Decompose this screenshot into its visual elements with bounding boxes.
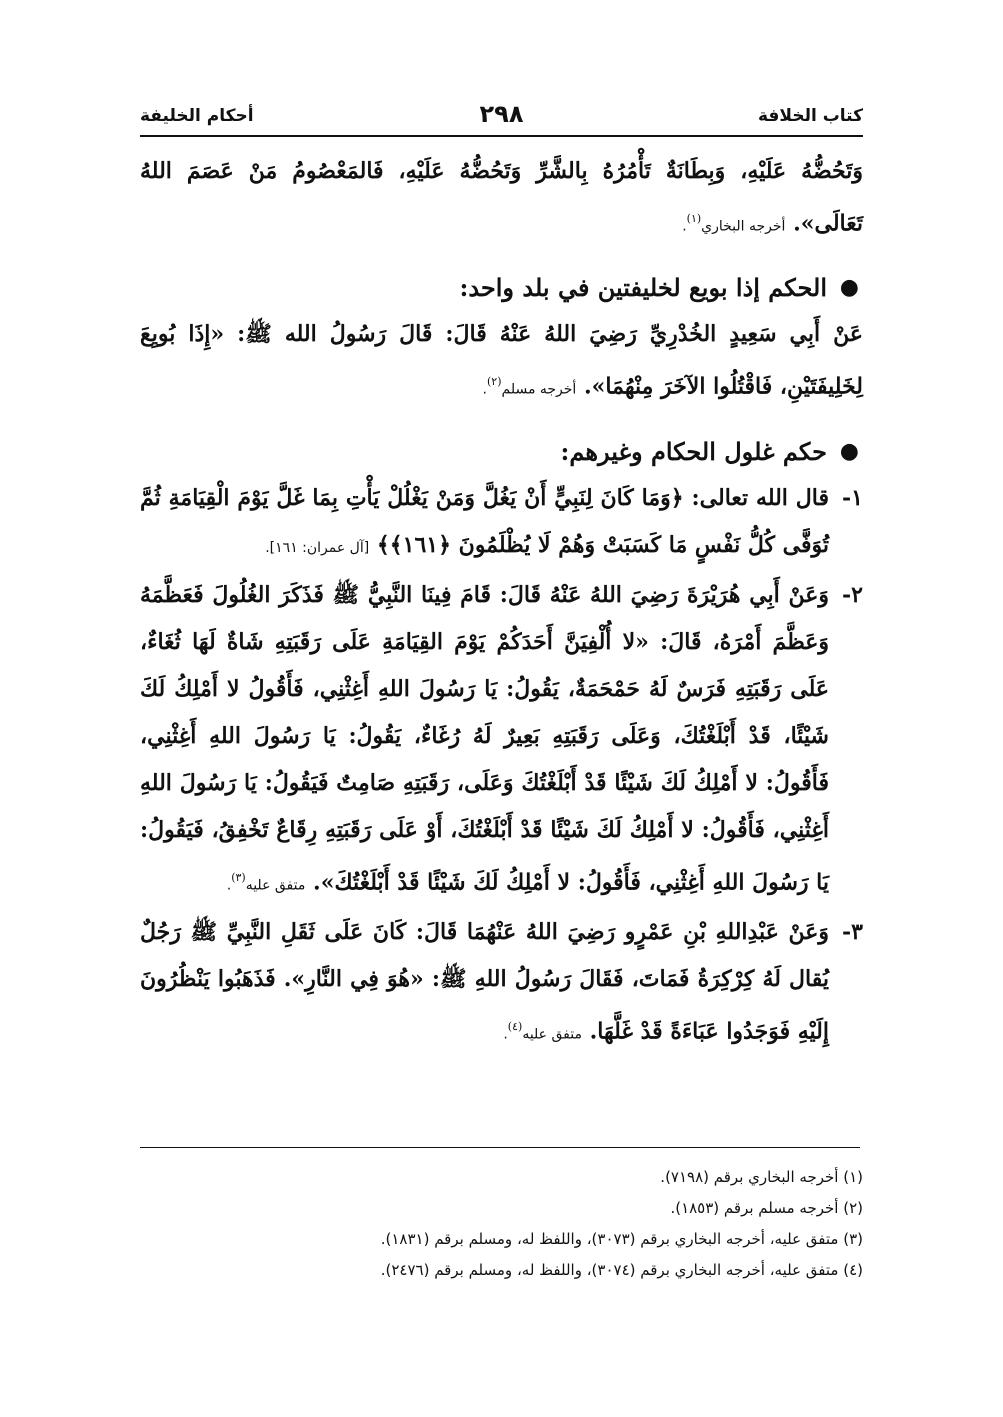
hadith-text: عَنْ أَبِي سَعِيدٍ الخُدْرِيِّ رَضِيَ اللهُ عَنْهُ قَالَ: قَالَ رَسُولُ الله ﷺ: «إِذَا بُويِعَ لِخَلِيفَتَيْنِ، فَاقْتُلُوا الآخَرَ مِنْهُمَا».	[140, 321, 863, 400]
bullet-icon: ●	[839, 437, 859, 464]
source-note: متفق عليه	[522, 1026, 582, 1043]
source-note: أخرجه البخاري	[701, 218, 786, 235]
bullet-icon: ●	[839, 274, 859, 301]
item-number: ١-	[842, 484, 863, 511]
page-header	[140, 100, 863, 134]
main-text	[140, 148, 863, 1058]
heading-text: الحكم إذا بويع لخليفتين في بلد واحد:	[459, 273, 827, 303]
item-text: وَعَنْ عَبْدِاللهِ بْنِ عَمْرٍو رَضِيَ اللهُ عَنْهُمَا قَالَ: كَانَ عَلَى ثَقَلِ النَّبِيِّ ﷺ رَجُلٌ يُقال لَهُ كِرْكِرَةُ فَمَاتَ، فَقَالَ رَسُولُ اللهِ ﷺ: «هُوَ فِي النَّارِ». فَذَهَبُوا يَنْظُرُونَ إِلَيْهِ فَوَجَدُوا عَبَاءَةً قَدْ غَلَّهَا.	[140, 918, 829, 1045]
footnotes	[140, 1162, 863, 1286]
footnote: (٣) متفق عليه، أخرجه البخاري برقم (٣٠٧٣)، واللفظ له، ومسلم برقم (١٨٣١).	[380, 1230, 863, 1248]
list-item: ٢- وَعَنْ أَبِي هُرَيْرَةَ رَضِيَ اللهُ عَنْهُ قَالَ: قَامَ فِينَا النَّبِيُّ ﷺ فَذَكَرَ الغُلُولَ فَعَظَّمَهُ وَعَظَّمَ أَمْرَهُ، قَالَ: «لا أُلْفِيَنَّ أَحَدَكُمْ يَوْمَ القِيَامَةِ عَلَى رَقَبَتِهِ شَاةٌ لَهَا ثُغَاءٌ، عَلَى رَقَبَتِهِ فَرَسٌ لَهُ حَمْحَمَةٌ، يَقُولُ: يَا رَسُولَ اللهِ أَغِثْنِي، فَأَقُولُ لا أَمْلِكُ لَكَ شَيْئًا، قَدْ أَبْلَغْتُكَ، وَعَلَى رَقَبَتِهِ بَعِيرٌ لَهُ رُغَاءٌ، يَقُولُ: يَا رَسُولَ اللهِ أَغِثْنِي، فَأَقُولُ: لا أَمْلِكُ لَكَ شَيْئًا قَدْ أَبْلَغْتُكَ وَعَلَى، رَقَبَتِهِ صَامِتٌ فَيَقُولُ: يَا رَسُولَ اللهِ أَغِثْنِي، فَأَقُولُ: لا أَمْلِكُ لَكَ شَيْئًا قَدْ أَبْلَغْتُكَ، أَوْ عَلَى رَقَبَتِهِ رِقَاعٌ تَخْفِقُ، فَيَقُولُ: يَا رَسُولَ اللهِ أَغِثْنِي، فَأَقُولُ: لا أَمْلِكُ لَكَ شَيْئًا قَدْ أَبْلَغْتُكَ». متفق عليه$^{(٣)}$.	[140, 572, 863, 909]
section-heading-two-caliphs	[140, 264, 863, 311]
chapter-title: أحكام الخليفة	[140, 106, 254, 126]
footnote-separator	[140, 1147, 860, 1148]
section-heading-ghulul	[140, 428, 863, 475]
item-text: قال الله تعالى: ﴿وَمَا كَانَ لِنَبِيٍّ أَنْ يَغُلَّ وَمَنْ يَغْلُلْ يَأْتِ بِمَا غَلَّ يَوْمَ الْقِيَامَةِ ثُمَّ تُوَفَّى كُلُّ نَفْسٍ مَا كَسَبَتْ وَهُمْ لَا يُظْلَمُونَ ﴿١٦١﴾﴾	[140, 484, 829, 558]
page-number: ٢٩٨	[479, 100, 524, 128]
footnote-ref: (٤)	[507, 1019, 523, 1033]
book-title: كتاب الخلافة	[757, 106, 863, 126]
footnote: (١) أخرجه البخاري برقم (٧١٩٨).	[660, 1168, 863, 1186]
item-text: وَعَنْ أَبِي هُرَيْرَةَ رَضِيَ اللهُ عَنْهُ قَالَ: قَامَ فِينَا النَّبِيُّ ﷺ فَذَكَرَ الغُلُولَ فَعَظَّمَهُ وَعَظَّمَ أَمْرَهُ، قَالَ: «لا أُلْفِيَنَّ أَحَدَكُمْ يَوْمَ القِيَامَةِ عَلَى رَقَبَتِهِ شَاةٌ لَهَا ثُغَاءٌ، عَلَى رَقَبَتِهِ فَرَسٌ لَهُ حَمْحَمَةٌ، يَقُولُ: يَا رَسُولَ اللهِ أَغِثْنِي، فَأَقُولُ لا أَمْلِكُ لَكَ شَيْئًا، قَدْ أَبْلَغْتُكَ، وَعَلَى رَقَبَتِهِ بَعِيرٌ لَهُ رُغَاءٌ، يَقُولُ: يَا رَسُولَ اللهِ أَغِثْنِي، فَأَقُولُ: لا أَمْلِكُ لَكَ شَيْئًا قَدْ أَبْلَغْتُكَ وَعَلَى، رَقَبَتِهِ صَامِتٌ فَيَقُولُ: يَا رَسُولَ اللهِ أَغِثْنِي، فَأَقُولُ: لا أَمْلِكُ لَكَ شَيْئًا قَدْ أَبْلَغْتُكَ، أَوْ عَلَى رَقَبَتِهِ رِقَاعٌ تَخْفِقُ، فَيَقُولُ: يَا رَسُولَ اللهِ أَغِثْنِي، فَأَقُولُ: لا أَمْلِكُ لَكَ شَيْئًا قَدْ أَبْلَغْتُكَ».	[140, 581, 829, 895]
footnote-ref: (٣)	[231, 870, 246, 884]
footnote-ref: (٢)	[486, 375, 502, 389]
header-rule	[140, 135, 863, 137]
source-note: [آل عمران: ١٦١].	[265, 539, 370, 556]
footnote: (٤) متفق عليه، أخرجه البخاري برقم (٣٠٧٤)، واللفظ له، ومسلم برقم (٢٤٧٦).	[380, 1261, 863, 1279]
hadith-paragraph: عَنْ أَبِي سَعِيدٍ الخُدْرِيِّ رَضِيَ اللهُ عَنْهُ قَالَ: قَالَ رَسُولُ الله ﷺ: «إِذَا بُويِعَ لِخَلِيفَتَيْنِ، فَاقْتُلُوا الآخَرَ مِنْهُمَا». أخرجه مسلم$^{(٢)}$.	[140, 321, 863, 400]
source-note: أخرجه مسلم	[501, 381, 577, 398]
continuation-paragraph: وَتَحُضُّهُ عَلَيْهِ، وَبِطَانَةٌ تَأْمُرُهُ بِالشَّرِّ وَتَحُضُّهُ عَلَيْهِ، فَالمَعْصُومُ مَنْ عَصَمَ اللهُ تَعَالَى». أخرجه البخاري$^{(١)}$.	[140, 158, 863, 237]
continuation-text: وَتَحُضُّهُ عَلَيْهِ، وَبِطَانَةٌ تَأْمُرُهُ بِالشَّرِّ وَتَحُضُّهُ عَلَيْهِ، فَالمَعْصُومُ مَنْ عَصَمَ اللهُ تَعَالَى».	[140, 158, 863, 237]
source-note: متفق عليه	[245, 876, 306, 893]
item-number: ٣-	[842, 918, 863, 945]
heading-text: حكم غلول الحكام وغيرهم:	[560, 436, 827, 466]
list-item: ٣- وَعَنْ عَبْدِاللهِ بْنِ عَمْرٍو رَضِيَ اللهُ عَنْهُمَا قَالَ: كَانَ عَلَى ثَقَلِ النَّبِيِّ ﷺ رَجُلٌ يُقال لَهُ كِرْكِرَةُ فَمَاتَ، فَقَالَ رَسُولُ اللهِ ﷺ: «هُوَ فِي النَّارِ». فَذَهَبُوا يَنْظُرُونَ إِلَيْهِ فَوَجَدُوا عَبَاءَةً قَدْ غَلَّهَا. متفق عليه$^{(٤)}$.	[140, 909, 863, 1058]
footnote: (٢) أخرجه مسلم برقم (١٨٥٣).	[670, 1199, 863, 1217]
footnote-ref: (١)	[686, 212, 702, 225]
item-number: ٢-	[842, 581, 863, 608]
list-item	[140, 475, 863, 572]
